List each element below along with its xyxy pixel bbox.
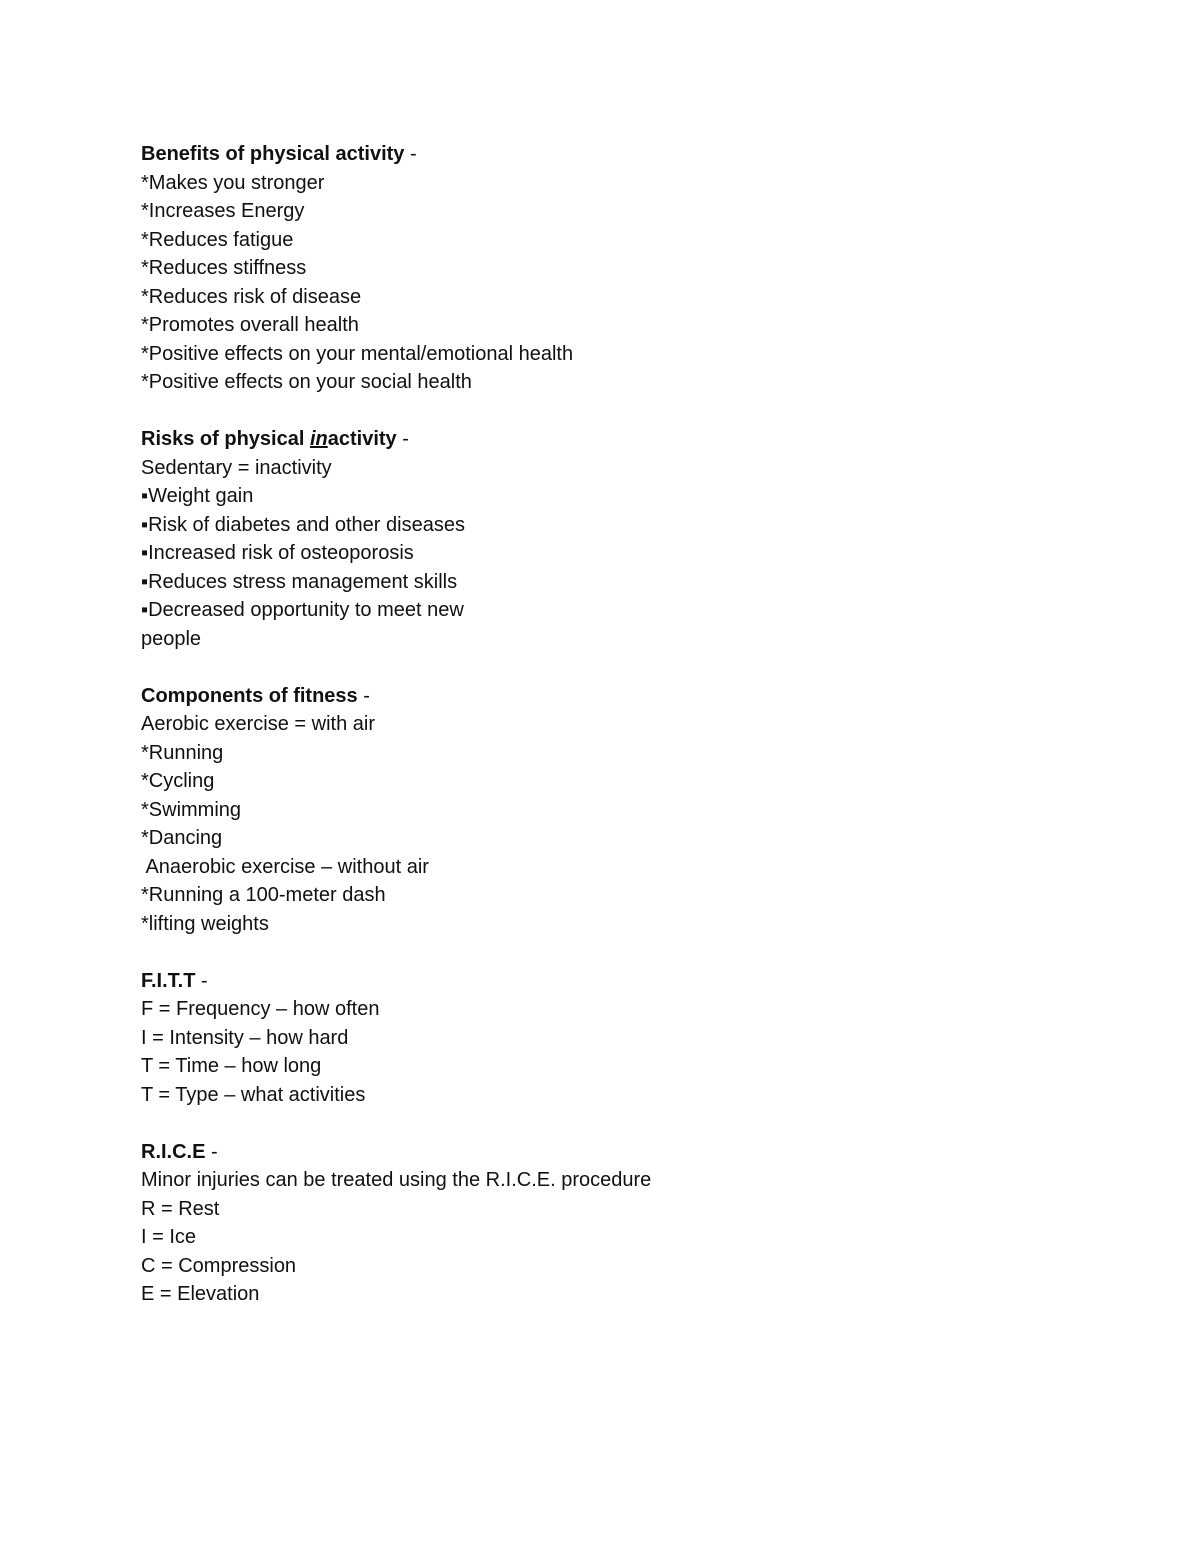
heading-suffix: - — [357, 684, 370, 707]
list-item: Anaerobic exercise – without air — [141, 855, 429, 878]
list-item: people — [141, 627, 202, 650]
section-rice — [141, 1138, 1041, 1309]
heading-text-part1: Risks of physical — [141, 428, 310, 450]
section-fitt — [141, 967, 1041, 1110]
section-heading — [141, 967, 1041, 996]
list-item: *Dancing — [141, 827, 223, 849]
list-item: ▪Increased risk of osteoporosis — [141, 542, 414, 564]
section-heading — [141, 682, 1041, 711]
list-item: *Reduces risk of disease — [141, 285, 362, 308]
list-item: R = Rest — [141, 1197, 220, 1220]
list-item: *Reduces stiffness — [141, 257, 307, 279]
list-item: *Increases Energy — [141, 200, 305, 222]
list-item: ▪Decreased opportunity to meet new — [141, 599, 464, 621]
list-item: *Running a 100-meter dash — [141, 884, 386, 906]
list-item: ▪Risk of diabetes and other diseases — [141, 513, 465, 536]
heading-emphasis: in — [309, 428, 328, 450]
list-item: Minor injuries can be treated using the R.I.C.E. procedure — [141, 1169, 652, 1191]
list-item: *Swimming — [141, 798, 242, 821]
section-heading — [141, 140, 1041, 169]
list-item: *Promotes overall health — [141, 314, 359, 336]
list-item: F = Frequency – how often — [141, 998, 380, 1020]
section-components — [141, 682, 1041, 939]
list-item: *Makes you stronger — [141, 171, 325, 194]
heading-text: R.I.C.E — [141, 1140, 206, 1163]
list-item: E = Elevation — [141, 1283, 260, 1305]
heading-text: F.I.T.T — [141, 969, 196, 992]
list-item: C = Compression — [141, 1254, 297, 1277]
list-item: *Cycling — [141, 770, 215, 792]
section-risks — [141, 425, 1041, 653]
heading-suffix: - — [195, 969, 208, 992]
section-heading — [141, 1138, 1041, 1167]
heading-text-part2: activity — [327, 428, 397, 450]
list-item: *Positive effects on your social health — [141, 371, 472, 393]
list-item: ▪Reduces stress management skills — [141, 570, 458, 593]
list-item: *Positive effects on your mental/emotional health — [141, 342, 574, 365]
list-item: T = Type – what activities — [141, 1083, 366, 1106]
list-item: Sedentary = inactivity — [141, 456, 332, 479]
list-item: I = Ice — [141, 1226, 197, 1248]
heading-suffix: - — [396, 428, 409, 450]
section-benefits — [141, 140, 1041, 397]
list-item: T = Time – how long — [141, 1055, 322, 1077]
heading-text: Benefits of physical activity — [141, 143, 405, 165]
list-item: *Running — [141, 741, 224, 764]
list-item: *Reduces fatigue — [141, 228, 294, 251]
heading-suffix: - — [205, 1140, 218, 1163]
section-heading — [141, 425, 1041, 454]
heading-text: Components of fitness — [141, 684, 358, 707]
list-item: Aerobic exercise = with air — [141, 713, 375, 735]
heading-suffix: - — [404, 143, 417, 165]
list-item: ▪Weight gain — [141, 485, 254, 507]
list-item: *lifting weights — [141, 912, 269, 935]
list-item: I = Intensity – how hard — [141, 1026, 349, 1049]
document-body — [141, 140, 1041, 1337]
